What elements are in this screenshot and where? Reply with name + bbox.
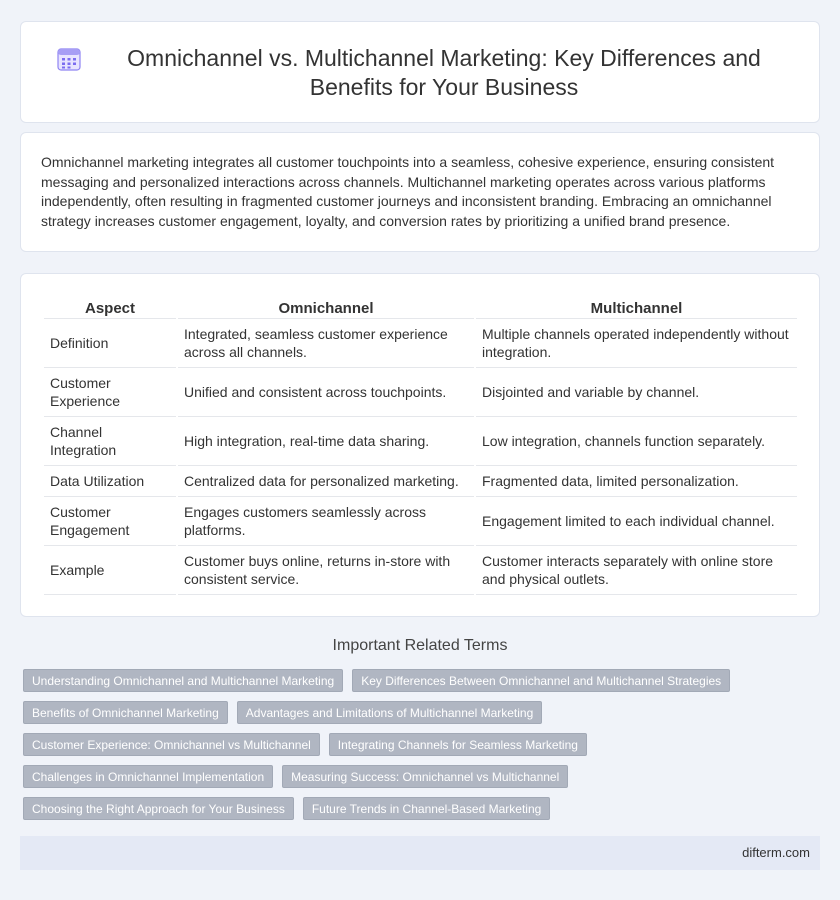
multichannel-cell: Customer interacts separately with online store and physical outlets. [476, 546, 797, 595]
comparison-card [20, 273, 820, 617]
omnichannel-cell: Centralized data for personalized marketing. [178, 466, 474, 497]
column-header-multichannel: Multichannel [476, 293, 797, 319]
multichannel-cell: Multiple channels operated independently without integration. [476, 319, 797, 368]
related-term-tag[interactable]: Understanding Omnichannel and Multichannel Marketing [23, 669, 343, 692]
intro-paragraph: Omnichannel marketing integrates all customer touchpoints into a seamless, cohesive experience, ensuring consistent messaging and personalized interactions across channels. Multichannel marketing operates across various platforms independently, often resulting in fragmented customer journeys and inconsistent branding. Embracing an omnichannel strategy increases customer engagement, loyalty, and conversion rates by prioritizing a unified brand presence. [41, 154, 775, 229]
comparison-table [42, 293, 799, 595]
table-row [44, 546, 797, 595]
related-term-tag[interactable]: Customer Experience: Omnichannel vs Multichannel [23, 733, 320, 756]
footer-site-link[interactable]: difterm.com [742, 845, 810, 860]
related-terms-list [23, 669, 743, 829]
aspect-cell: Example [44, 546, 176, 595]
related-term-tag[interactable]: Future Trends in Channel-Based Marketing [303, 797, 550, 820]
multichannel-cell: Engagement limited to each individual channel. [476, 497, 797, 546]
related-terms-title: Important Related Terms [332, 637, 508, 654]
related-term-tag[interactable]: Advantages and Limitations of Multichannel Marketing [237, 701, 543, 724]
related-term-tag[interactable]: Challenges in Omnichannel Implementation [23, 765, 273, 788]
related-term-tag[interactable]: Key Differences Between Omnichannel and Multichannel Strategies [352, 669, 730, 692]
page-title: Omnichannel vs. Multichannel Marketing: Key Differences and Benefits for Your Business [127, 45, 761, 100]
omnichannel-cell: Customer buys online, returns in-store with consistent service. [178, 546, 474, 595]
omnichannel-cell: Unified and consistent across touchpoints. [178, 368, 474, 417]
related-term-tag[interactable]: Measuring Success: Omnichannel vs Multichannel [282, 765, 568, 788]
calendar-grid-icon [56, 46, 82, 72]
related-term-tag[interactable]: Integrating Channels for Seamless Marketing [329, 733, 587, 756]
omnichannel-cell: Integrated, seamless customer experience across all channels. [178, 319, 474, 368]
column-header-aspect: Aspect [44, 293, 176, 319]
aspect-cell: Channel Integration [44, 417, 176, 466]
table-row [44, 368, 797, 417]
aspect-cell: Customer Engagement [44, 497, 176, 546]
multichannel-cell: Disjointed and variable by channel. [476, 368, 797, 417]
multichannel-cell: Low integration, channels function separately. [476, 417, 797, 466]
column-header-omnichannel: Omnichannel [178, 293, 474, 319]
table-header-row [44, 293, 797, 319]
omnichannel-cell: Engages customers seamlessly across platforms. [178, 497, 474, 546]
aspect-cell: Customer Experience [44, 368, 176, 417]
related-term-tag[interactable]: Benefits of Omnichannel Marketing [23, 701, 228, 724]
header-card [20, 21, 820, 123]
table-row [44, 466, 797, 497]
multichannel-cell: Fragmented data, limited personalization. [476, 466, 797, 497]
omnichannel-cell: High integration, real-time data sharing. [178, 417, 474, 466]
table-row [44, 417, 797, 466]
intro-card [20, 132, 820, 252]
aspect-cell: Definition [44, 319, 176, 368]
aspect-cell: Data Utilization [44, 466, 176, 497]
footer [20, 836, 820, 870]
table-row [44, 319, 797, 368]
related-term-tag[interactable]: Choosing the Right Approach for Your Business [23, 797, 294, 820]
table-row [44, 497, 797, 546]
